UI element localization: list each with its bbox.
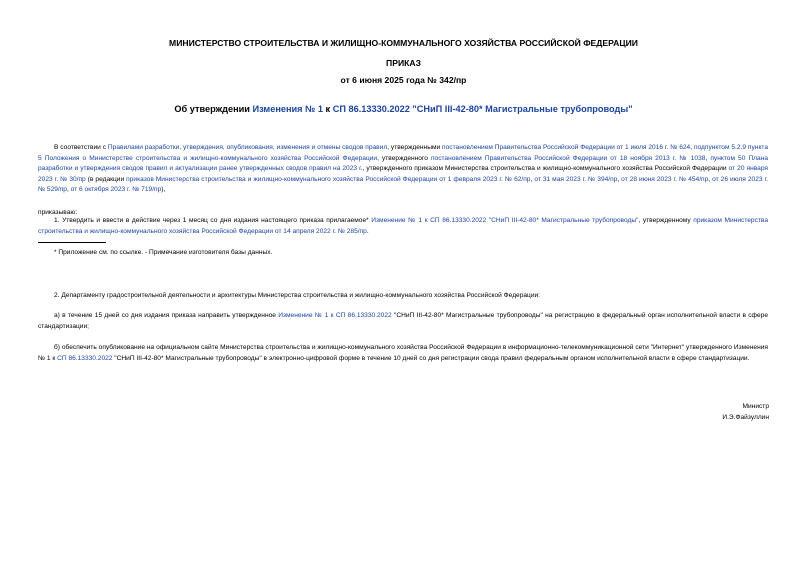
preamble-paragraph <box>38 143 768 196</box>
preamble-text: В соответствии с <box>54 144 108 151</box>
item-1-paragraph <box>38 216 768 237</box>
item-2b-text: "СНиП III-42-80* Магистральные трубопроводы" в электронно-цифровой форме в течение 10 дней со дня регистрации свода правил федеральным органом исполнительной власти в сфере стандартизации. <box>112 354 750 362</box>
change-1-link[interactable]: Изменение № 1 к СП 86.13330.2022 "СНиП III-42-80* Магистральные трубопроводы" <box>371 217 639 224</box>
rules-link[interactable]: Правилами разработки, утверждения, опубликования, изменения и отмены сводов правил <box>107 144 388 151</box>
item-1-text: , утвержденному <box>638 217 694 224</box>
preamble-text: , утвержденного <box>377 154 431 162</box>
preamble-text: , <box>530 175 535 183</box>
subject-change-link[interactable]: Изменения № 1 <box>252 104 323 114</box>
document-subject <box>0 104 807 114</box>
subject-mid: к <box>323 104 333 114</box>
change-1-link-2a[interactable]: Изменение № 1 к СП 86.13330.2022 <box>278 312 392 319</box>
item-1-text: 1. Утвердить и ввести в действие через 1 месяц со дня издания настоящего приказа прилагаемое* <box>54 217 372 224</box>
item-2b-paragraph <box>38 343 768 364</box>
order-285-link[interactable]: приказом Министерства строительства и жилищно-коммунального хозяйства Российской Федерации от 14 апреля 2022 г. № 285/пр <box>38 217 769 235</box>
subject-prefix: Об утверждении <box>174 104 253 114</box>
signature-title: Министр <box>742 403 769 410</box>
document-date-number: от 6 июня 2025 года № 342/пр <box>340 75 467 85</box>
preamble-text: , <box>708 175 713 183</box>
subject-sp-link[interactable]: СП 86.13330.2022 "СНиП III-42-80* Магистральные трубопроводы" <box>332 104 633 114</box>
preamble-text: , утвержденными <box>387 144 443 151</box>
footnote: * Приложение см. по ссылке. - Примечание изготовителя базы данных. <box>54 249 273 256</box>
item-2b-text: б) обеспечить опубликование на официальном сайте Министерства строительства и жилищно-коммунального хозяйства Российской Федерации в информационно-телекоммуникационной сети "Интернет" утвержденного Изменения № 1 к <box>38 344 768 362</box>
ministry-heading: МИНИСТЕРСТВО СТРОИТЕЛЬСТВА И ЖИЛИЩНО-КОММУНАЛЬНОГО ХОЗЯЙСТВА РОССИЙСКОЙ ФЕДЕРАЦИИ <box>169 38 638 48</box>
preamble-text: , <box>705 154 711 162</box>
order-394-link[interactable]: от 31 мая 2023 г. № 394/пр <box>534 175 618 183</box>
preamble-text: , <box>690 144 694 151</box>
preamble-text: ), <box>161 186 166 194</box>
ministry-regulation-link[interactable]: подпунктом 5.2.9 пункта 5 Положения о Министерстве строительства и жилищно-коммунального хозяйства Российской Федерации <box>38 144 769 162</box>
item-2-paragraph: 2. Департаменту градостроительной деятельности и архитектуры Министерства строительства и жилищно-коммунального хозяйства Российской Федерации: <box>54 292 541 299</box>
item-2a-text: а) в течение 15 дней со дня издания приказа направить утвержденное <box>54 312 279 319</box>
item-2a-text: "СНиП III-42-80* Магистральные трубопроводы" на регистрацию в федеральный орган исполнительной власти в сфере стандартизации; <box>38 312 768 330</box>
signature-name: И.Э.Файзуллин <box>722 413 769 421</box>
footnote-divider <box>38 242 106 243</box>
preamble-text: (в редакции <box>85 175 127 183</box>
plan-item-50-link[interactable]: пунктом 50 Плана разработки и утверждения сводов правил и актуализации ранее утвержденных сводов правил на 2023 г. <box>38 154 769 173</box>
preamble-text: , <box>66 186 71 194</box>
item-2a-paragraph <box>38 311 768 332</box>
decide-line: приказываю: <box>38 209 78 216</box>
order-719-link[interactable]: от 6 октября 2023 г. № 719/пр <box>70 186 162 194</box>
item-1-text: . <box>366 227 369 235</box>
sp-link-2b[interactable]: СП 86.13330.2022 <box>57 354 113 362</box>
government-decree-624-link[interactable]: постановлением Правительства Российской Федерации от 1 июля 2016 г. № 624 <box>442 144 691 151</box>
order-454-link[interactable]: от 28 июня 2023 г. № 454/пр <box>621 175 709 183</box>
signature-block <box>722 402 769 423</box>
document-type: ПРИКАЗ <box>386 58 421 68</box>
preamble-text: , утвержденного приказом Министерства строительства и жилищно-коммунального хозяйства Российской Федерации <box>362 165 729 173</box>
preamble-text: , <box>617 175 622 183</box>
order-30-link[interactable]: от 20 января 2023 г. № 30/пр <box>38 165 768 183</box>
order-529-link[interactable]: от 26 июля 2023 г. № 529/пр <box>38 175 768 194</box>
order-62-link[interactable]: приказов Министерства строительства и жилищно-коммунального хозяйства Российской Федерации от 1 февраля 2023 г. № 62/пр <box>126 175 531 183</box>
government-decree-1038-link[interactable]: постановлением Правительства Российской Федерации от 18 ноября 2013 г. № 1038 <box>430 154 706 162</box>
